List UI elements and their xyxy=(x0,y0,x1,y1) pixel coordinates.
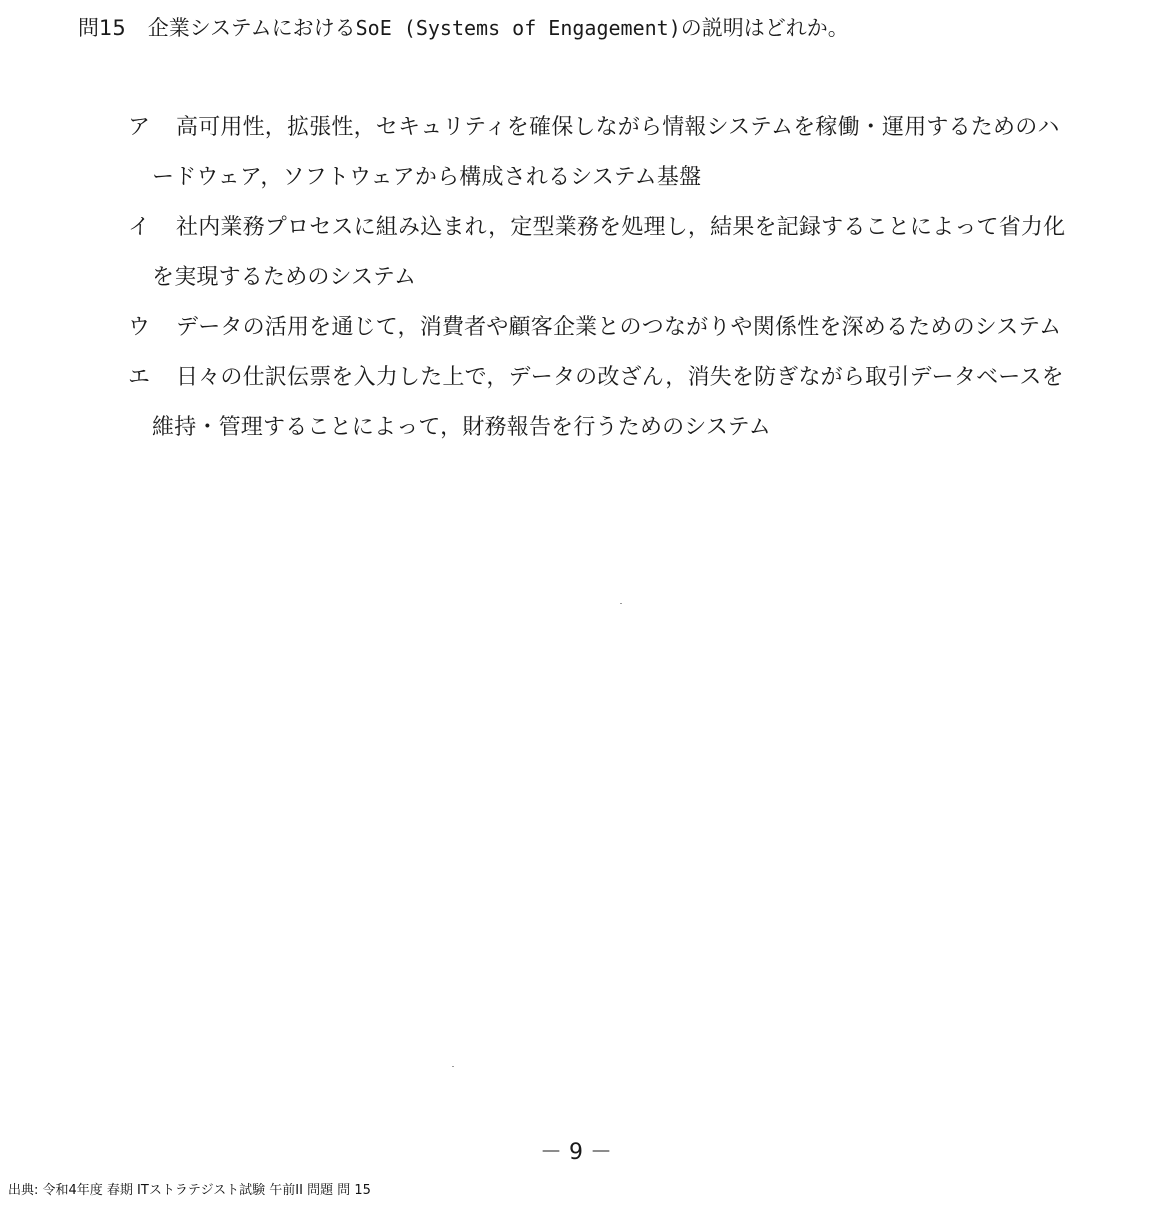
choice-e[interactable] xyxy=(128,353,1078,453)
page-number: － 9 － xyxy=(540,1140,612,1165)
answer-choices xyxy=(128,103,1078,453)
scan-speck xyxy=(452,1066,454,1067)
question-stem xyxy=(78,12,849,44)
question-text-after: の説明はどれか。 xyxy=(680,16,849,40)
choice-text: 高可用性，拡張性，セキュリティを確保しながら情報システムを稼働・運用するためのハードウェア，ソフトウェアから構成されるシステム基盤 xyxy=(152,115,1060,190)
question-number: 問15 xyxy=(78,16,126,40)
choice-text: 日々の仕訳伝票を入力した上で，データの改ざん，消失を防ぎながら取引データベースを維持・管理することによって，財務報告を行うためのシステム xyxy=(152,365,1064,440)
choice-label: イ xyxy=(128,215,151,240)
choice-a[interactable] xyxy=(128,103,1078,203)
choice-label: エ xyxy=(128,365,151,390)
choice-i[interactable] xyxy=(128,203,1078,303)
question-term: SoE (Systems of Engagement) xyxy=(355,16,681,40)
choice-u[interactable] xyxy=(128,303,1078,353)
source-citation: 出典: 令和4年度 春期 ITストラテジスト試験 午前II 問題 問 15 xyxy=(8,1183,371,1198)
choice-label: ア xyxy=(128,115,151,140)
question-text-before: 企業システムにおける xyxy=(147,16,356,40)
scan-speck xyxy=(620,603,622,604)
choice-label: ウ xyxy=(128,315,151,340)
choice-text: データの活用を通じて，消費者や顧客企業とのつながりや関係性を深めるためのシステム xyxy=(176,315,1062,340)
choice-text: 社内業務プロセスに組み込まれ，定型業務を処理し，結果を記録することによって省力化を実現するためのシステム xyxy=(152,215,1066,290)
